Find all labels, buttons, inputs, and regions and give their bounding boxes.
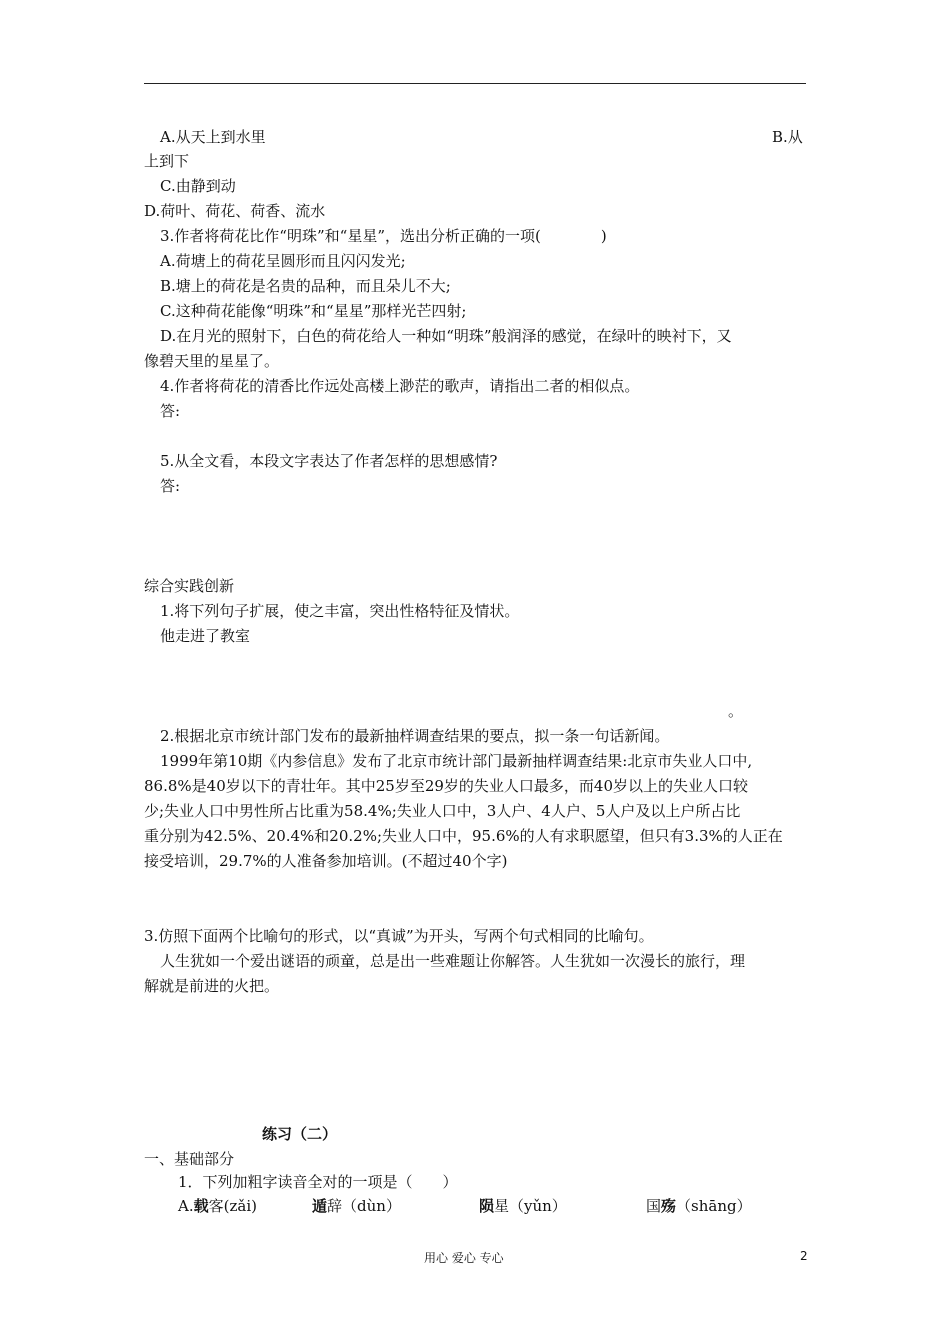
- option-bold-char: 陨: [479, 1197, 495, 1215]
- option-item: [312, 1196, 401, 1216]
- practice-q3-stem: 3.仿照下面两个比喻句的形式，以“真诚”为开头，写两个句式相同的比喻句。: [144, 927, 654, 945]
- q5-stem: 5.从全文看，本段文字表达了作者怎样的思想感情?: [160, 452, 498, 470]
- q3-option-a: A.荷塘上的荷花呈圆形而且闪闪发光;: [160, 252, 406, 270]
- exercise-two-title: 练习（二）: [262, 1125, 338, 1143]
- q4-stem: 4.作者将荷花的清香比作远处高楼上渺茫的歌声，请指出二者的相似点。: [160, 377, 640, 395]
- q3-option-c: C.这种荷花能像“明珠”和“星星”那样光芒四射;: [160, 302, 467, 320]
- practice-q1-sentence: 他走进了教室: [160, 627, 251, 645]
- section-practice-title: 综合实践创新: [144, 577, 235, 595]
- practice-q2-text-5: 接受培训，29.7%的人准备参加培训。(不超过40个字): [144, 852, 508, 870]
- basics-q1-stem: 1．下列加粗字读音全对的一项是（ ）: [178, 1173, 458, 1191]
- q4-answer-label: 答:: [160, 402, 181, 420]
- option-item: [646, 1196, 752, 1216]
- option-bold-char: 载: [193, 1197, 209, 1215]
- option-bold-char: 遁: [312, 1197, 328, 1215]
- option-item: [479, 1196, 567, 1216]
- q2-option-b: B.从: [772, 128, 803, 146]
- q3-option-d-cont: 像碧天里的星星了。: [144, 352, 280, 370]
- practice-q3-text-1: 人生犹如一个爱出谜语的顽童，总是出一些难题让你解答。人生犹如一次漫长的旅行，理: [160, 952, 746, 970]
- option-rest: 星（yǔn）: [494, 1197, 567, 1215]
- footer-motto: 用心 爱心 专心: [424, 1251, 504, 1265]
- q3-option-b: B.塘上的荷花是名贵的品种，而且朵儿不大;: [160, 277, 451, 295]
- q2-option-c: C.由静到动: [160, 177, 236, 195]
- practice-q2-text-1: 1999年第10期《内参信息》发布了北京市统计部门最新抽样调查结果:北京市失业人口中,: [160, 752, 753, 770]
- q2-option-a: A.从天上到水里: [160, 128, 266, 146]
- q2-option-d: D.荷叶、荷花、荷香、流水: [144, 202, 326, 220]
- q3-option-d: D.在月光的照射下，白色的荷花给人一种如“明珠”般润泽的感觉，在绿叶的映衬下，又: [160, 327, 732, 345]
- practice-q2-text-2: 86.8%是40岁以下的青壮年。其中25岁至29岁的失业人口最多，而40岁以上的失业人口较: [144, 777, 749, 795]
- option-rest: 辞（dùn）: [327, 1197, 401, 1215]
- option-rest: 客(zǎi): [208, 1197, 257, 1215]
- practice-q1-stem: 1.将下列句子扩展，使之丰富，突出性格特征及情状。: [160, 602, 520, 620]
- q3-stem: 3.作者将荷花比作“明珠”和“星星”，选出分析正确的一项( ): [160, 227, 607, 245]
- practice-q2-text-4: 重分别为42.5%、20.4%和20.2%;失业人口中，95.6%的人有求职愿望，但只有3.3%的人正在: [144, 827, 783, 845]
- q2-option-b-cont: 上到下: [144, 152, 190, 170]
- q5-answer-label: 答:: [160, 477, 181, 495]
- option-rest: （shāng）: [676, 1197, 752, 1215]
- practice-q2-stem: 2.根据北京市统计部门发布的最新抽样调查结果的要点，拟一条一句话新闻。: [160, 727, 670, 745]
- section-basics-title: 一、基础部分: [144, 1150, 235, 1168]
- option-prefix: 国: [646, 1197, 662, 1215]
- basics-q1-options: [0, 1196, 950, 1218]
- practice-q2-text-3: 少;失业人口中男性所占比重为58.4%;失业人口中，3人户、4人户、5人户及以上户所占比: [144, 802, 741, 820]
- page-number: 2: [800, 1249, 808, 1263]
- practice-q1-period: 。: [728, 702, 744, 720]
- practice-q3-text-2: 解就是前进的火把。: [144, 977, 280, 995]
- option-bold-char: 殇: [661, 1197, 677, 1215]
- header-rule: [144, 83, 806, 84]
- option-item: [178, 1196, 257, 1216]
- option-prefix: A.: [178, 1197, 194, 1215]
